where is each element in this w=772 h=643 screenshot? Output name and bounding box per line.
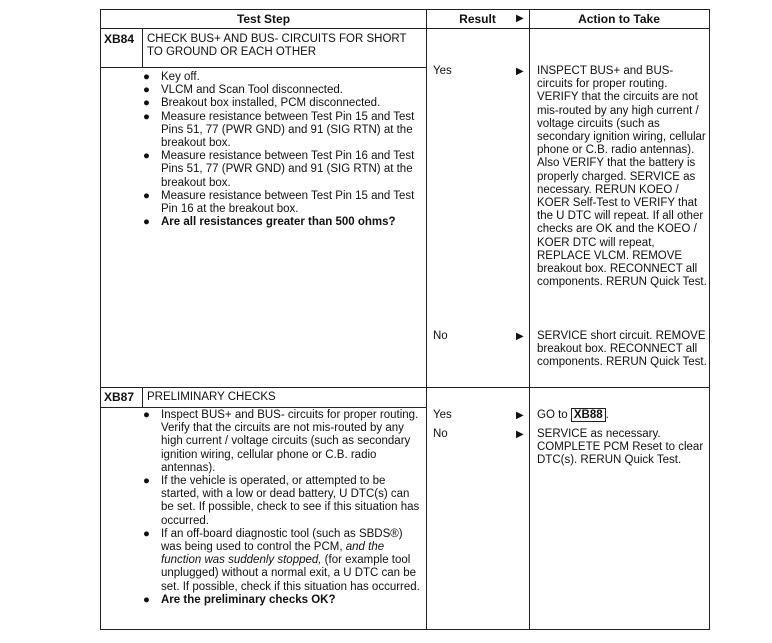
list-item: ● Measure resistance between Test Pin 15 and Test Pin 16 at the breakout box. <box>143 189 415 216</box>
bullet-icon: ● <box>143 593 150 606</box>
divider-code-xb87 <box>142 388 143 407</box>
list-item: ● If the vehicle is operated, or attempted to be started, with a low or dead battery, U DTC(s) can be set. If possible, check to see if this situation has occurred. <box>143 475 420 527</box>
list-item: ● Key off. <box>143 71 200 83</box>
steps-xb84 <box>143 71 421 229</box>
action-yes-xb87: GO to XB88 . <box>537 409 609 421</box>
list-item: ● Measure resistance between Test Pin 15 and Test Pins 51, 77 (PWR GND) and 91 (SIG RTN) at the breakout box. <box>143 110 415 150</box>
step-code-xb84: XB84 <box>104 32 135 46</box>
result-no-xb84: No <box>433 330 448 342</box>
divider-xb84-title <box>101 67 426 68</box>
divider-result <box>426 10 427 629</box>
diagnostic-table <box>100 9 710 630</box>
xb88-link[interactable]: XB88 <box>571 408 606 422</box>
question-xb87: ● Are the preliminary checks OK? <box>143 593 336 606</box>
list-item: ● VLCM and Scan Tool disconnected. <box>143 84 343 97</box>
action-no-xb87: SERVICE as necessary. COMPLETE PCM Reset to clear DTC(s). RERUN Quick Test. <box>537 428 704 467</box>
bullet-icon: ● <box>143 527 150 540</box>
arrow-icon: ▶ <box>516 410 524 421</box>
divider-code-xb84 <box>142 29 143 67</box>
divider-action <box>529 10 530 629</box>
action-yes-xb84: INSPECT BUS+ and BUS- circuits for proper routing. VERIFY that the circuits are not mis-routed by any high current / voltage circuits (such as secondary ignition wiring, cellular phone or C.B. radio antennas). Also VERIFY that the battery is properly charged. SERVICE as necessary. RERUN KOEO / KOER Self-Test to VERIFY that the U DTC will repeat. If all other checks are OK and the KOEO / KOER DTC will repeat, REPLACE VLCM. REMOVE breakout box. RECONNECT all components. RERUN Quick Test. <box>537 65 707 289</box>
bullet-icon: ● <box>143 71 150 83</box>
bullet-icon: ● <box>143 110 150 123</box>
list-item: ● Measure resistance between Test Pin 16 and Test Pins 51, 77 (PWR GND) and 91 (SIG RTN) at the breakout box. <box>143 150 415 189</box>
arrow-icon: ▶ <box>516 66 524 77</box>
arrow-icon: ▶ <box>516 429 524 440</box>
header-action: Action to Take <box>529 10 709 29</box>
result-no-xb87: No <box>433 428 448 440</box>
header-arrow-icon: ▶ <box>516 13 524 24</box>
divider-xb87-title <box>101 407 426 408</box>
step-code-xb87: XB87 <box>104 390 135 404</box>
step-title-xb87: PRELIMINARY CHECKS <box>147 391 276 403</box>
result-yes-xb84: Yes <box>433 65 452 77</box>
header-test-step: Test Step <box>101 10 426 29</box>
question-xb84: ● Are all resistances greater than 500 ohms? <box>143 216 396 229</box>
steps-xb87 <box>143 409 421 607</box>
list-item: ● If an off-board diagnostic tool (such as SBDS®) was being used to control the PCM, and the function was suddenly stopped, (for example tool unplugged) without a normal exit, a U DTC can be set. If possible, check if this situation has occurred. <box>143 527 420 593</box>
list-item: ● Inspect BUS+ and BUS- circuits for proper routing. Verify that the circuits are not mis-routed by any high current / voltage circuits (such as secondary ignition wiring, cellular phone or C.B. radio antennas). <box>143 409 419 474</box>
step-title-xb84: CHECK BUS+ AND BUS- CIRCUITS FOR SHORT TO GROUND OR EACH OTHER <box>147 33 407 59</box>
header-result: Result <box>426 10 529 29</box>
arrow-icon: ▶ <box>516 331 524 342</box>
bullet-icon: ● <box>143 97 150 110</box>
bullet-icon: ● <box>143 409 150 421</box>
divider-section <box>101 387 709 388</box>
bullet-icon: ● <box>143 189 150 202</box>
action-no-xb84: SERVICE short circuit. REMOVE breakout box. RECONNECT all components. RERUN Quick Test. <box>537 330 707 369</box>
list-item: ● Breakout box installed, PCM disconnected. <box>143 97 381 110</box>
bullet-icon: ● <box>143 84 150 97</box>
bullet-icon: ● <box>143 150 150 163</box>
bullet-icon: ● <box>143 475 150 488</box>
bullet-icon: ● <box>143 216 150 229</box>
result-yes-xb87: Yes <box>433 409 452 421</box>
